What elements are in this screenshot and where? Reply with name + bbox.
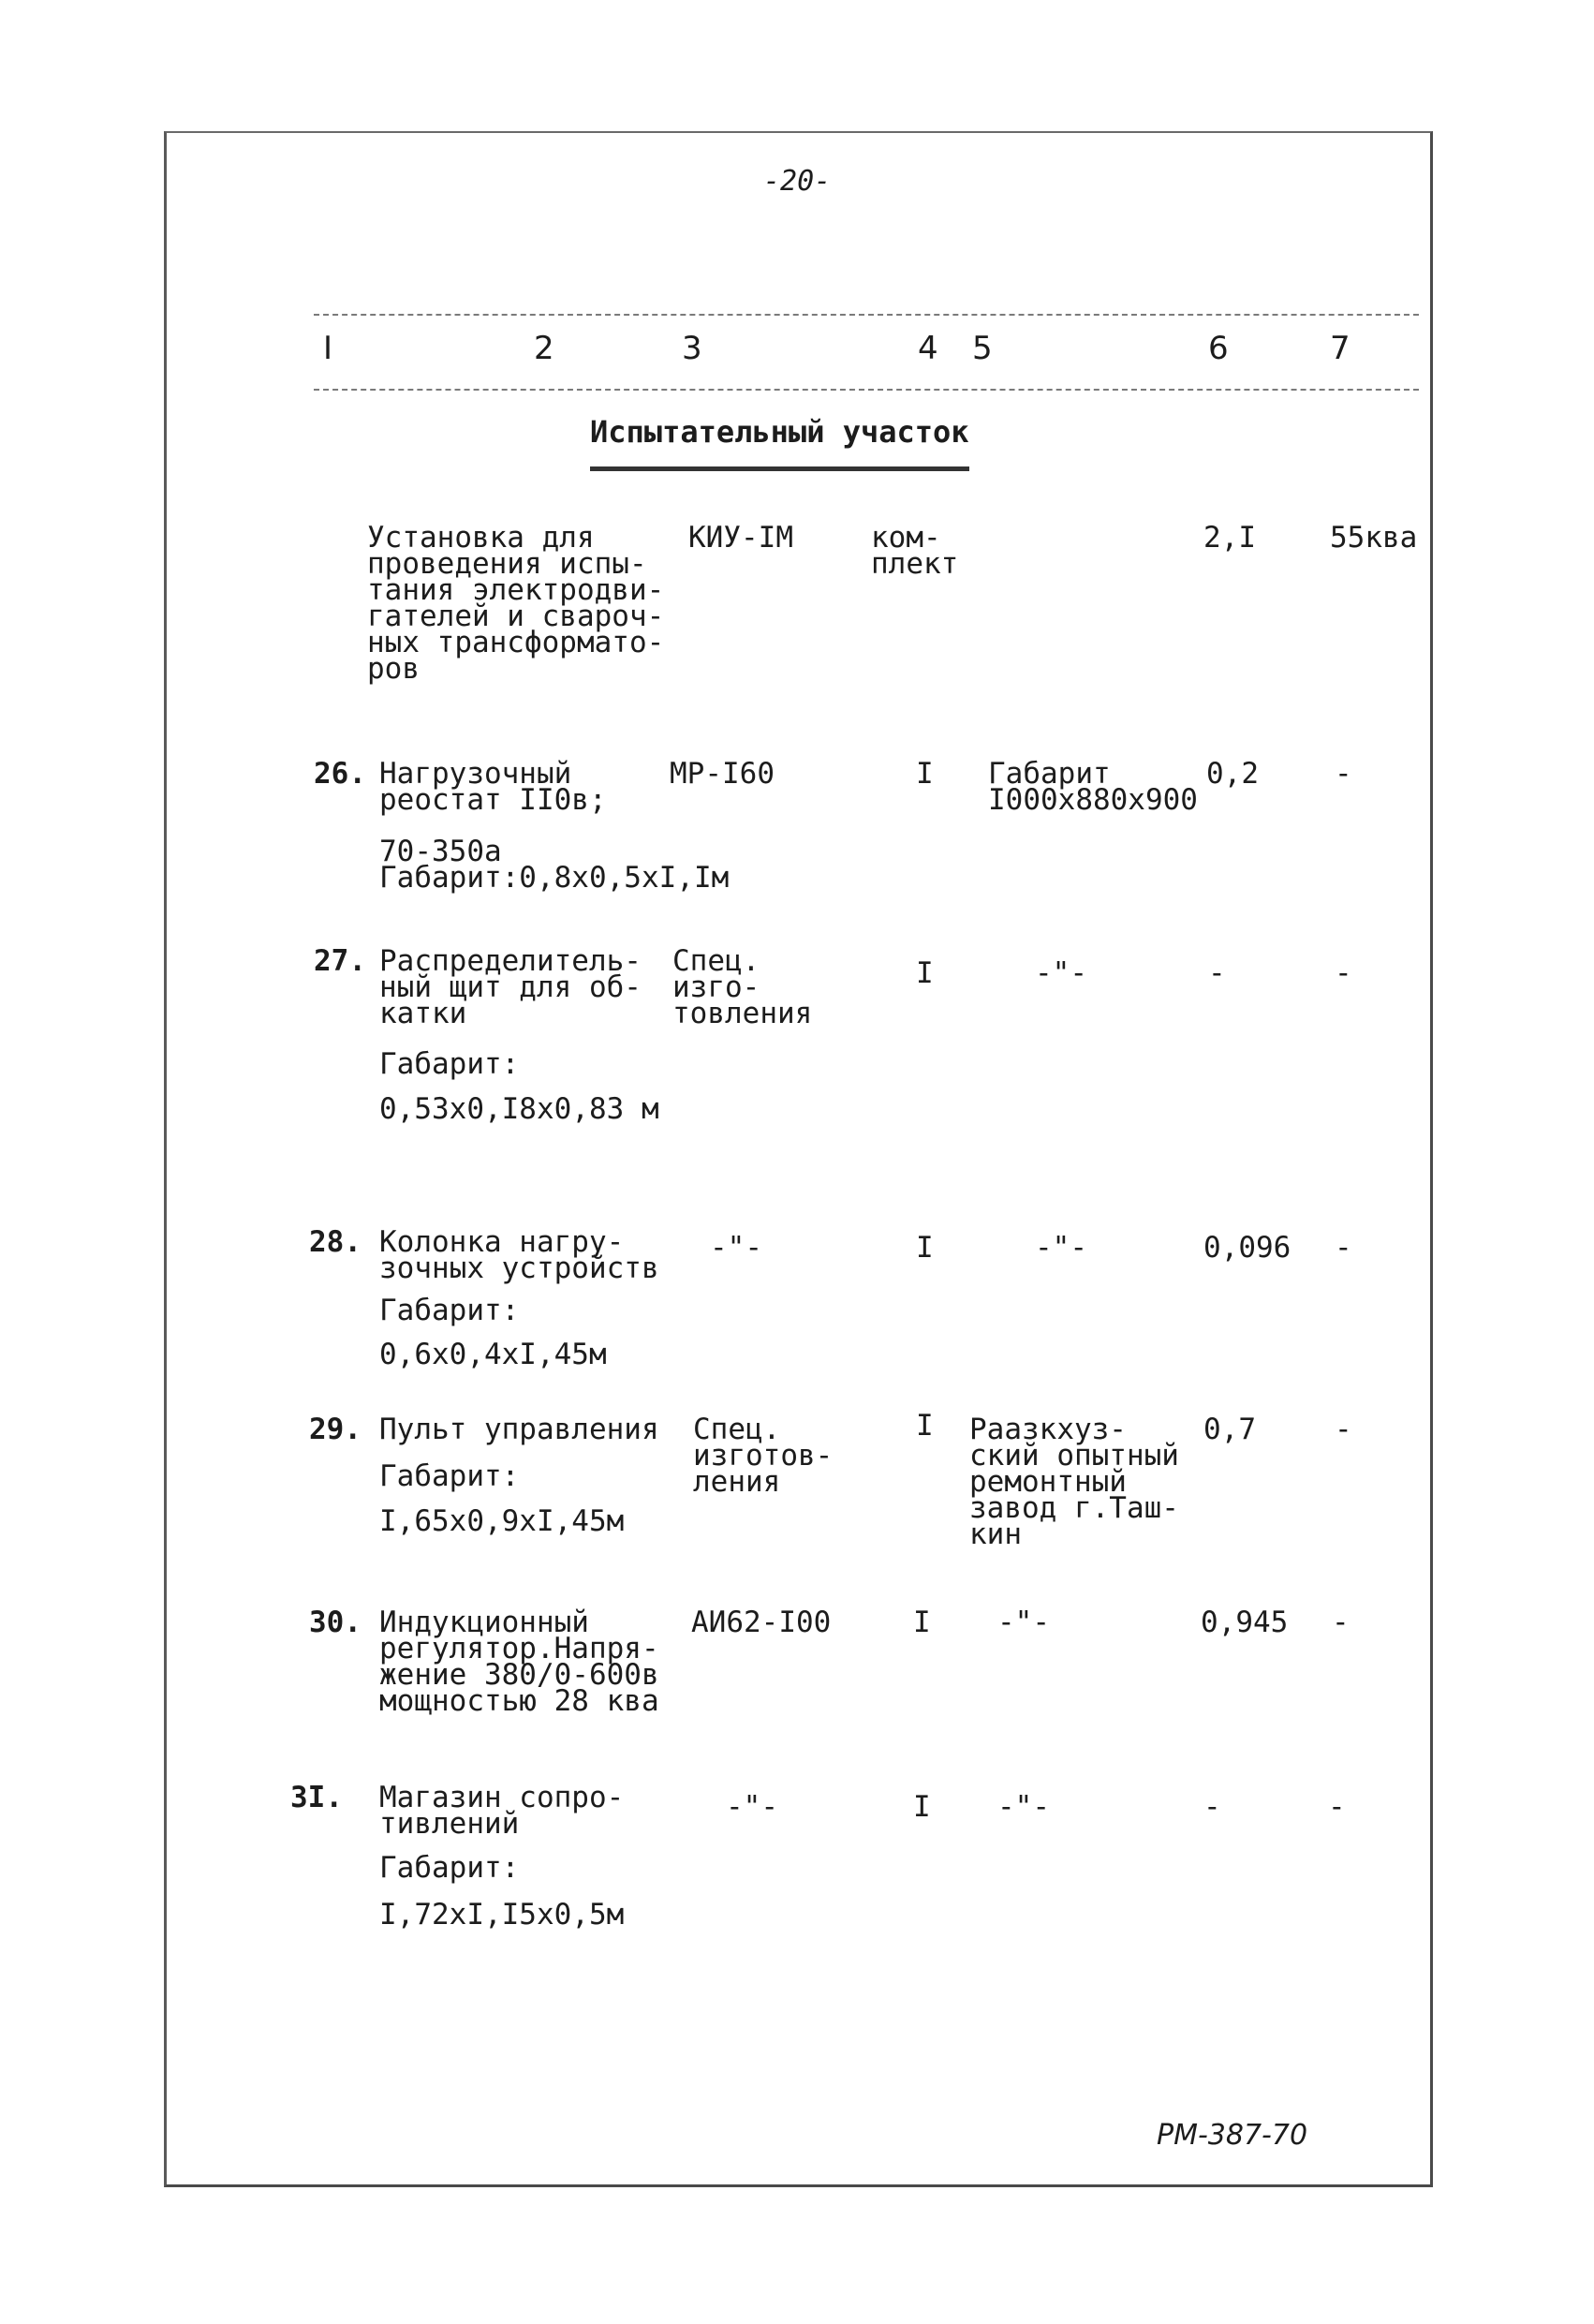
row-type: Спец. изготов- ления [693,1413,834,1499]
row-type: -"- [726,1790,778,1824]
row-name: Нагрузочный реостат II0в; [379,757,607,817]
document-code: РМ-387-70 [1157,2119,1308,2152]
row-extra: - [1328,1790,1346,1824]
row-name: Установка для проведения испы- тания электродви- гателей и сварoч- ных трансформато- ров [367,521,665,686]
column-header-3: 3 [682,330,702,367]
row-note: Раазкхуз- ский опытный ремонтный завод г.Таш- кин [969,1413,1179,1551]
row-note: Габарит I000х880х900 [988,757,1198,817]
row-type: -"- [710,1231,762,1265]
column-header-7: 7 [1330,330,1350,367]
row-type: АИ62-I00 [691,1606,832,1639]
row-dimensions: 70-350а Габарит:0,8х0,5хI,Iм [379,835,730,895]
header-rule-top [314,314,1419,316]
row-dimensions-label: Габарит: [379,1459,520,1493]
row-value: - [1208,956,1226,990]
row-note: -"- [997,1790,1050,1824]
row-qty: ком- плект [871,521,959,581]
row-number: 3I. [290,1781,343,1814]
row-name: Колонка нагру- зочных устройств [379,1225,659,1285]
row-note: -"- [1035,956,1087,990]
row-number: 26. [314,757,366,791]
row-dimensions-label: Габарит: [379,1047,520,1081]
row-extra: - [1332,1606,1350,1639]
row-extra: - [1335,1231,1352,1265]
header-rule-bottom [314,389,1419,391]
row-value: 0,096 [1203,1231,1291,1265]
row-value: 0,2 [1206,757,1259,791]
column-header-4: 4 [918,330,938,367]
row-name: Пульт управления [379,1413,659,1446]
column-header-1: I [323,330,333,367]
row-note: -"- [1035,1231,1087,1265]
row-qty: I [916,1231,934,1265]
row-number: 29. [309,1413,362,1446]
row-value: - [1203,1790,1221,1824]
row-number: 27. [314,944,366,978]
row-type: Спец. изго- товления [672,944,813,1030]
row-extra: - [1335,757,1352,791]
row-note: -"- [997,1606,1050,1639]
row-type: КИУ-IМ [688,521,793,555]
row-value: 0,7 [1203,1413,1256,1446]
row-qty: I [916,956,934,990]
row-dimensions: I,65х0,9хI,45м [379,1504,625,1538]
column-header-5: 5 [972,330,993,367]
row-value: 0,945 [1201,1606,1289,1639]
row-number: 30. [309,1606,362,1639]
row-dimensions: 0,6х0,4хI,45м [379,1338,607,1371]
row-dimensions: 0,53х0,I8х0,83 м [379,1092,659,1126]
row-qty: I [913,1790,931,1824]
row-qty: I [916,1409,934,1443]
row-value: 2,I [1203,521,1256,555]
row-extra: 55ква [1330,521,1418,555]
row-qty: I [913,1606,931,1639]
column-header-2: 2 [534,330,554,367]
row-name: Индукционный регулятор.Напря- жение 380/0-600в мощностью 28 ква [379,1606,659,1718]
row-type: МР-I60 [670,757,775,791]
row-extra: - [1335,956,1352,990]
column-header-6: 6 [1208,330,1229,367]
row-dimensions-label: Габарит: [379,1851,520,1885]
row-name: Распределитель- ный щит для об- катки [379,944,642,1030]
section-title: Испытательный участок [590,414,969,471]
row-name: Магазин сопро- тивлений [379,1781,625,1841]
row-dimensions: I,72хI,I5х0,5м [379,1898,625,1932]
row-qty: I [916,757,934,791]
row-extra: - [1335,1413,1352,1446]
row-dimensions-label: Габарит: [379,1294,520,1327]
page-number: -20- [763,165,832,198]
row-number: 28. [309,1225,362,1259]
